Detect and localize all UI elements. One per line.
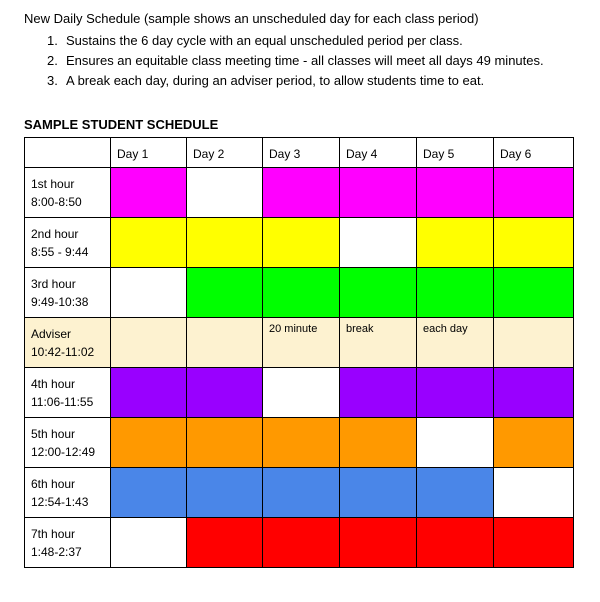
- schedule-cell: [417, 468, 494, 518]
- period-name: 1st hour: [31, 177, 75, 191]
- period-name: 5th hour: [31, 427, 76, 441]
- schedule-cell: [111, 268, 187, 318]
- period-time: 8:00-8:50: [31, 195, 82, 209]
- goal-text: Sustains the 6 day cycle with an equal unscheduled period per class.: [66, 33, 463, 48]
- period-name: Adviser: [31, 327, 72, 341]
- period-label: [25, 368, 111, 418]
- goal-item: [47, 33, 544, 53]
- period-label: [25, 418, 111, 468]
- period-label: [25, 168, 111, 218]
- schedule-cell: [263, 168, 340, 218]
- schedule-cell: [263, 468, 340, 518]
- period-name: 3rd hour: [31, 277, 76, 291]
- schedule-cell: [340, 468, 417, 518]
- period-time: 12:00-12:49: [31, 445, 96, 459]
- schedule-cell: [187, 268, 263, 318]
- day-header: Day 4: [340, 138, 417, 168]
- period-name: 4th hour: [31, 377, 76, 391]
- schedule-cell: [111, 368, 187, 418]
- period-name: 2nd hour: [31, 227, 79, 241]
- schedule-cell: [263, 218, 340, 268]
- schedule-cell: [187, 418, 263, 468]
- period-label: [25, 468, 111, 518]
- schedule-cell: [417, 368, 494, 418]
- schedule-cell: [187, 518, 263, 568]
- period-label: [25, 318, 111, 368]
- schedule-cell: [111, 468, 187, 518]
- schedule-row: [25, 418, 574, 468]
- schedule-cell: [111, 318, 187, 368]
- schedule-cell: [494, 368, 574, 418]
- schedule-table: [24, 137, 574, 568]
- day-header: Day 6: [494, 138, 574, 168]
- schedule-cell: [494, 168, 574, 218]
- schedule-row: [25, 268, 574, 318]
- cell-note: each day: [423, 323, 468, 335]
- schedule-cell: [111, 518, 187, 568]
- schedule-cell: [187, 218, 263, 268]
- period-time: 10:42-11:02: [31, 345, 95, 359]
- period-time: 12:54-1:43: [31, 495, 89, 509]
- schedule-cell: [187, 318, 263, 368]
- schedule-cell: [263, 518, 340, 568]
- schedule-row: [25, 318, 574, 368]
- schedule-cell: [340, 218, 417, 268]
- day-header: Day 2: [187, 138, 263, 168]
- corner-cell: [25, 138, 111, 168]
- schedule-cell: [494, 218, 574, 268]
- page-title: New Daily Schedule (sample shows an unscheduled day for each class period): [24, 11, 479, 26]
- goal-number: 1.: [47, 33, 58, 48]
- goal-number: 2.: [47, 53, 58, 68]
- schedule-row: [25, 468, 574, 518]
- cell-note: break: [346, 323, 374, 335]
- period-time: 8:55 - 9:44: [31, 245, 89, 259]
- schedule-cell: [263, 368, 340, 418]
- schedule-cell: [187, 368, 263, 418]
- schedule-cell: [494, 468, 574, 518]
- schedule-cell: [263, 268, 340, 318]
- goals-list: [47, 33, 544, 93]
- period-time: 11:06-11:55: [31, 395, 94, 409]
- goal-number: 3.: [47, 73, 58, 88]
- schedule-cell: [263, 318, 340, 368]
- schedule-cell: [187, 468, 263, 518]
- schedule-row: [25, 368, 574, 418]
- goal-item: [47, 53, 544, 73]
- schedule-cell: [111, 218, 187, 268]
- schedule-cell: [494, 268, 574, 318]
- period-name: 7th hour: [31, 527, 76, 541]
- goal-item: [47, 73, 544, 93]
- schedule-cell: [187, 168, 263, 218]
- schedule-cell: [340, 168, 417, 218]
- schedule-cell: [494, 518, 574, 568]
- schedule-cell: [340, 268, 417, 318]
- schedule-cell: [494, 318, 574, 368]
- period-label: [25, 218, 111, 268]
- schedule-cell: [111, 418, 187, 468]
- day-header: Day 3: [263, 138, 340, 168]
- schedule-cell: [417, 318, 494, 368]
- schedule-cell: [417, 168, 494, 218]
- schedule-cell: [417, 218, 494, 268]
- schedule-cell: [417, 518, 494, 568]
- schedule-cell: [494, 418, 574, 468]
- schedule-cell: [417, 268, 494, 318]
- goal-text: A break each day, during an adviser period, to allow students time to eat.: [66, 73, 485, 88]
- schedule-row: [25, 168, 574, 218]
- schedule-cell: [340, 518, 417, 568]
- cell-note: 20 minute: [269, 323, 318, 335]
- schedule-row: [25, 218, 574, 268]
- schedule-cell: [340, 418, 417, 468]
- schedule-row: [25, 518, 574, 568]
- schedule-cell: [340, 368, 417, 418]
- header-row: [25, 138, 574, 168]
- period-label: [25, 268, 111, 318]
- day-header: Day 5: [417, 138, 494, 168]
- goal-text: Ensures an equitable class meeting time - all classes will meet all days 49 minutes.: [66, 53, 544, 68]
- schedule-cell: [111, 168, 187, 218]
- schedule-cell: [417, 418, 494, 468]
- schedule-heading: SAMPLE STUDENT SCHEDULE: [24, 117, 219, 132]
- period-time: 1:48-2:37: [31, 545, 82, 559]
- period-time: 9:49-10:38: [31, 295, 89, 309]
- period-label: [25, 518, 111, 568]
- schedule-cell: [263, 418, 340, 468]
- schedule-cell: [340, 318, 417, 368]
- day-header: Day 1: [111, 138, 187, 168]
- period-name: 6th hour: [31, 477, 76, 491]
